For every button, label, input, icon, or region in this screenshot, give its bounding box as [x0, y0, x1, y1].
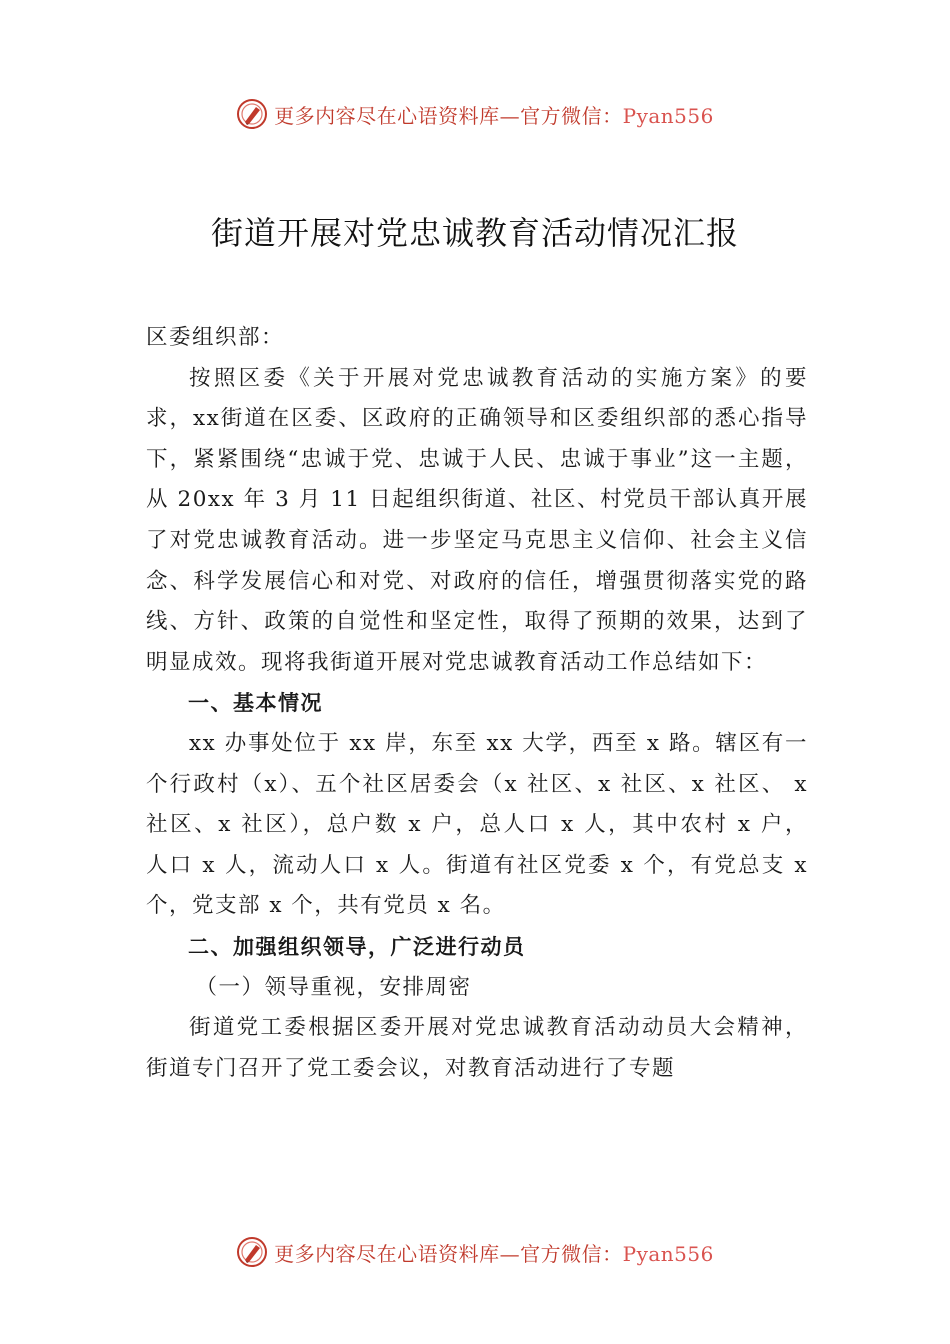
watermark-banner-bottom [0, 1232, 950, 1272]
salutation: 区委组织部： [146, 325, 285, 350]
section-heading-basic-situation: 一、基本情况 [188, 691, 323, 716]
watermark-text [274, 1238, 714, 1267]
watermark-banner-top [0, 94, 950, 134]
leadership-paragraph: 街道党工委根据区委开展对党忠诚教育活动动员大会精神，街道专门召开了党工委会议，对教育活动进行了专题 [146, 1015, 808, 1081]
watermark-slogan: 更多内容尽在心语资料库—官方微信： [274, 103, 623, 128]
intro-paragraph: 按照区委《关于开展对党忠诚教育活动的实施方案》的要求，xx街道在区委、区政府的正确领导和区委组织部的悉心指导下，紧紧围绕“忠诚于党、忠诚于人民、忠诚于事业”这一主题，从 20xx 年 3 月 11 日起组织街道、社区、村党员干部认真开展了对党忠诚教育活动。进一步坚定马克思主义信仰、社会主义信念、科学发展信心和对党、对政府的信任，增强贯彻落实党的路线、方针、政策的自觉性和坚定性，取得了预期的效果，达到了明显成效。现将我街道开展对党忠诚教育活动工作总结如下： [146, 365, 808, 675]
section-heading-organization: 二、加强组织领导，广泛进行动员 [188, 934, 526, 959]
subsection-heading-leadership: （一）领导重视，安排周密 [195, 974, 472, 1000]
document-body [146, 318, 808, 1089]
pen-nib-icon [236, 98, 268, 130]
watermark-wechat-id: Pyan556 [622, 1241, 714, 1266]
watermark-wechat-id: Pyan556 [622, 103, 714, 128]
basic-situation-paragraph: xx 办事处位于 xx 岸，东至 xx 大学，西至 x 路。辖区有一个行政村（x）、五个社区居委会（x 社区、x 社区、x 社区、 x 社区、x 社区），总户数 x 户，总人口 x 人，其中农村 x 户， 人口 x 人，流动人口 x 人。街道有社区党委 x 个，有党总支 x 个，党支部 x 个，共有党员 x 名。 [146, 730, 808, 919]
watermark-slogan: 更多内容尽在心语资料库—官方微信： [274, 1241, 623, 1266]
document-title: 街道开展对党忠诚教育活动情况汇报 [210, 214, 739, 252]
pen-nib-icon [236, 1236, 268, 1268]
watermark-text [274, 100, 714, 129]
